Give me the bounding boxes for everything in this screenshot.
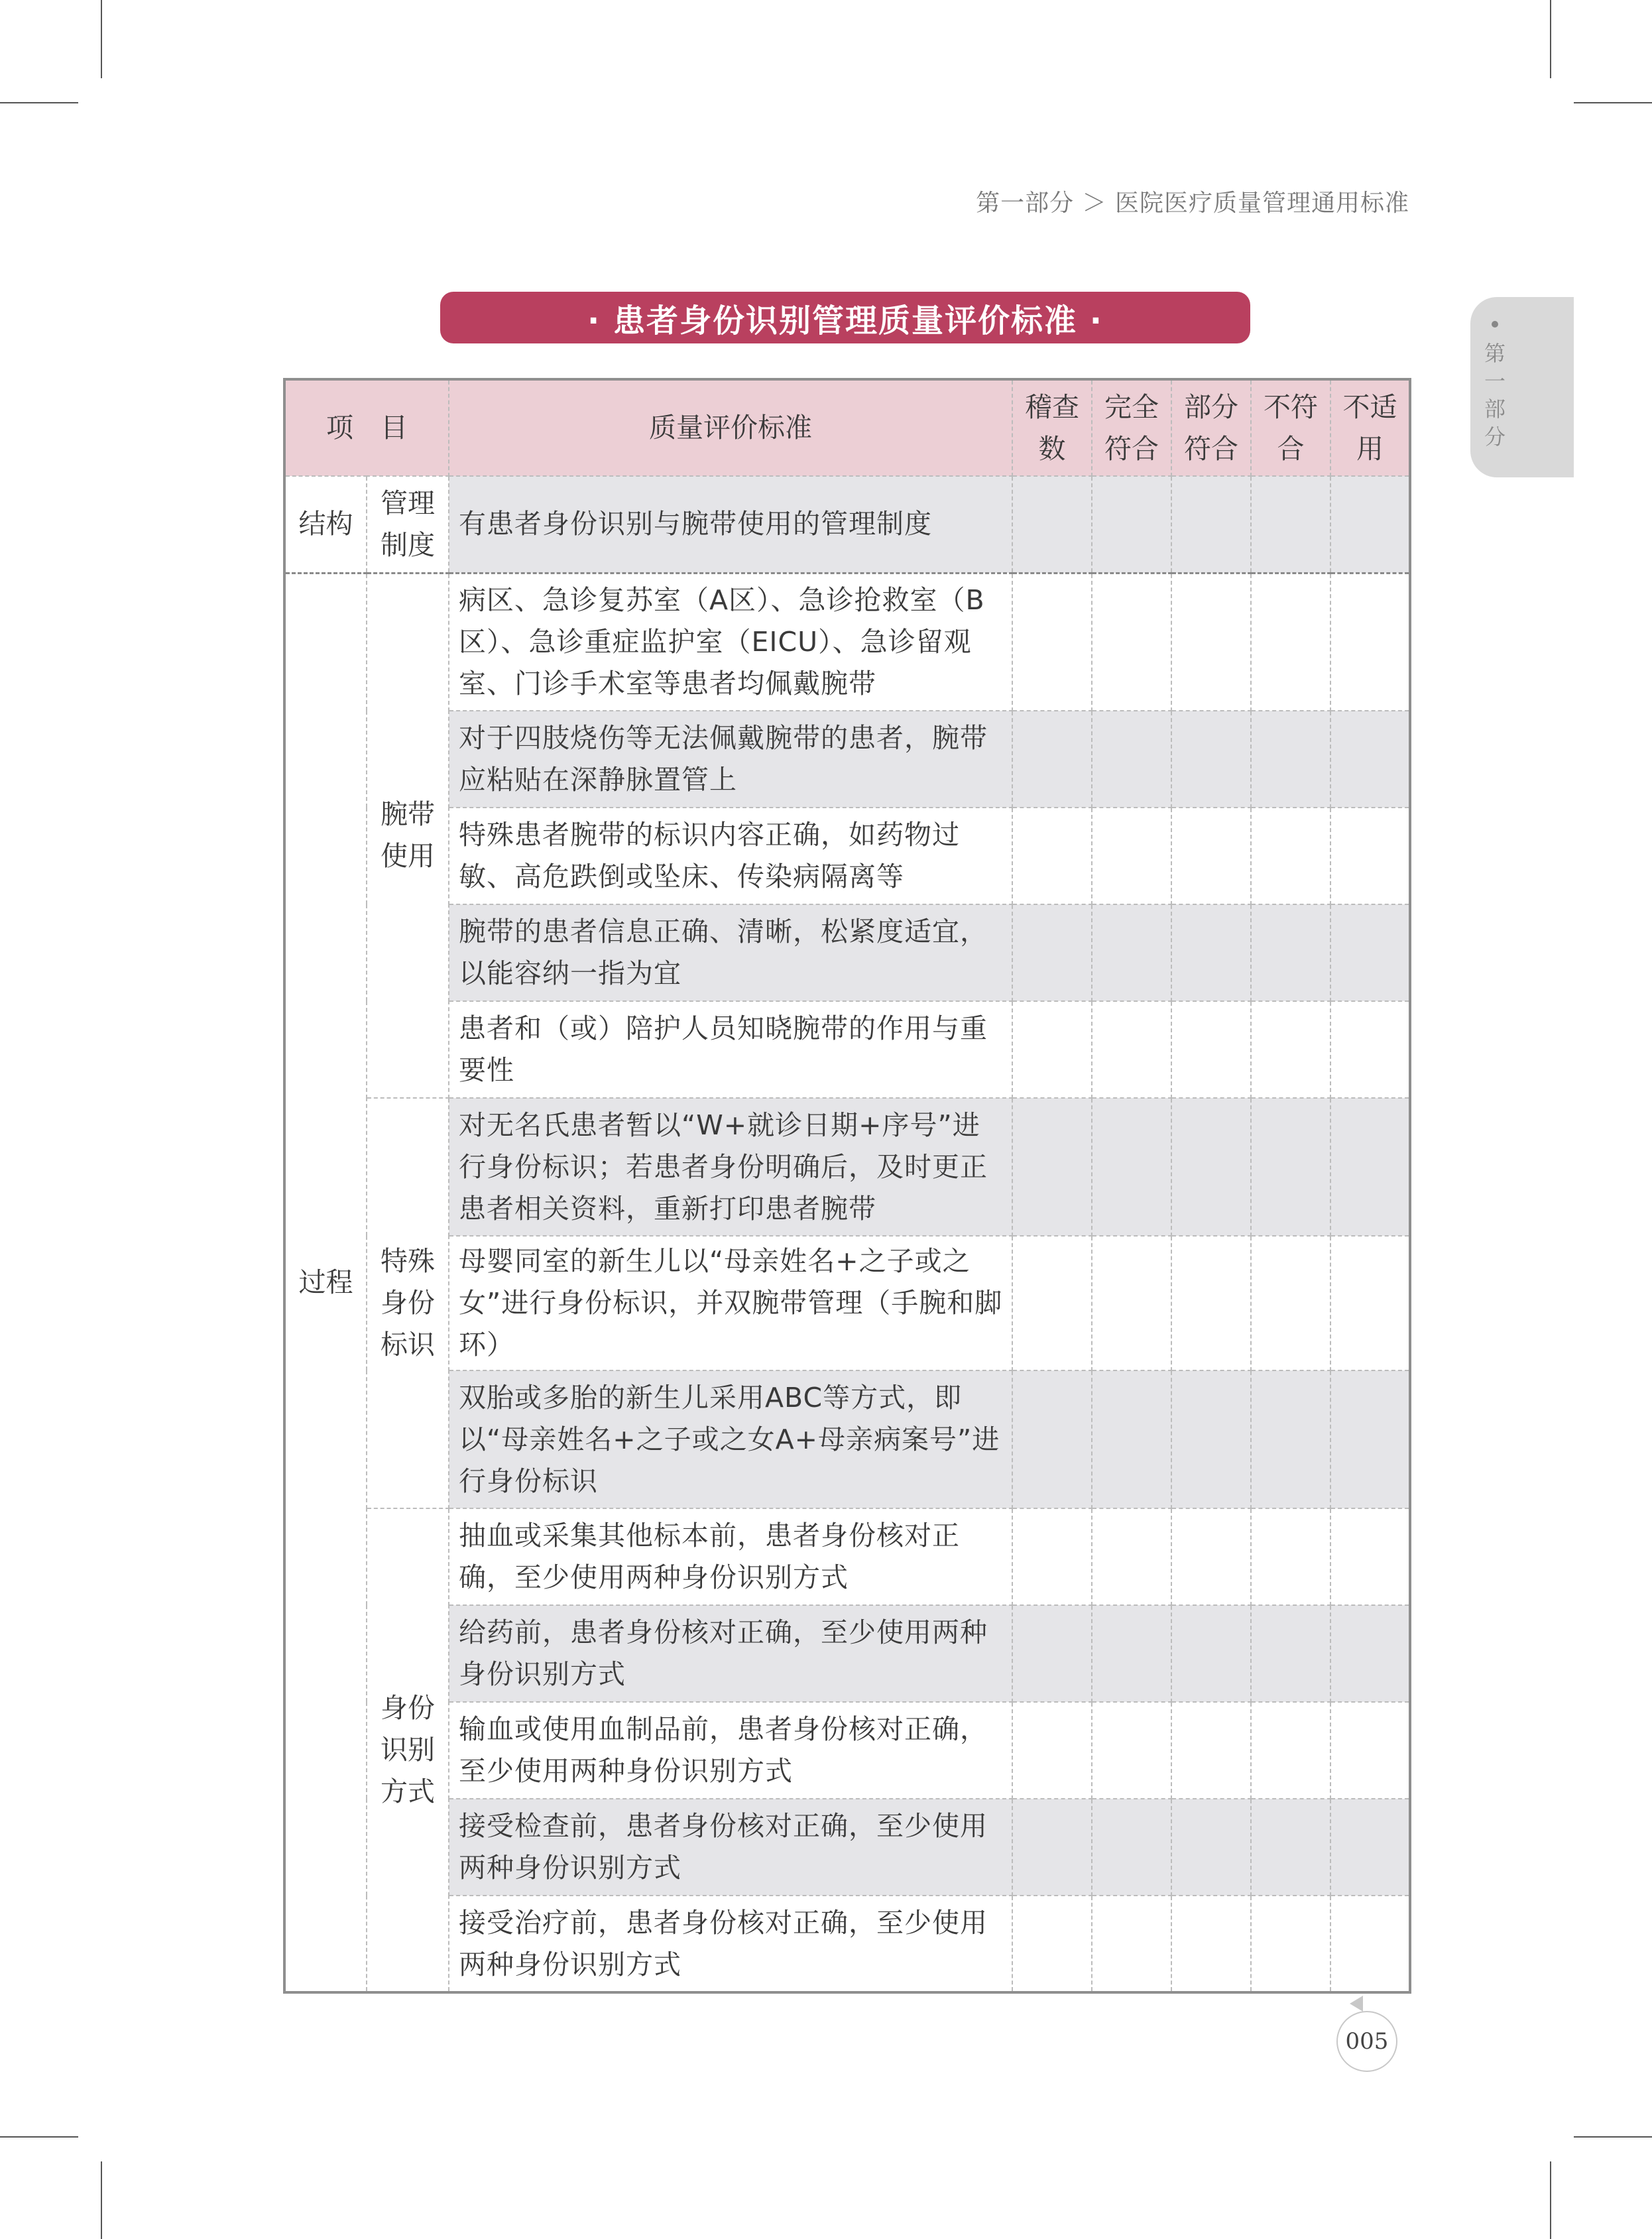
not-applicable-cell[interactable]	[1330, 808, 1410, 904]
partial-comply-cell[interactable]	[1171, 573, 1251, 711]
check-count-cell[interactable]	[1012, 1098, 1092, 1236]
table-row	[284, 1098, 1410, 1236]
full-comply-cell[interactable]	[1092, 1098, 1171, 1236]
not-applicable-cell[interactable]	[1330, 1605, 1410, 1702]
evaluation-table	[283, 378, 1411, 1994]
crop-mark	[101, 2161, 102, 2239]
not-comply-cell[interactable]	[1251, 1702, 1330, 1799]
subcategory-identification-method: 身份识别方式	[367, 1508, 449, 1992]
table-row	[284, 1236, 1410, 1370]
not-comply-cell[interactable]	[1251, 711, 1330, 808]
partial-comply-cell[interactable]	[1171, 1605, 1251, 1702]
not-applicable-cell[interactable]	[1330, 1236, 1410, 1370]
full-comply-cell[interactable]	[1092, 711, 1171, 808]
not-comply-cell[interactable]	[1251, 1001, 1330, 1098]
header-full-comply: 完全符合	[1092, 379, 1171, 476]
criteria-cell: 对无名氏患者暂以“W+就诊日期+序号”进行身份标识；若患者身份明确后，及时更正患者相关资料，重新打印患者腕带	[449, 1098, 1012, 1236]
not-comply-cell[interactable]	[1251, 904, 1330, 1001]
partial-comply-cell[interactable]	[1171, 1001, 1251, 1098]
crop-mark	[1550, 0, 1551, 78]
not-applicable-cell[interactable]	[1330, 1098, 1410, 1236]
partial-comply-cell[interactable]	[1171, 1702, 1251, 1799]
not-comply-cell[interactable]	[1251, 1896, 1330, 1992]
table-row	[284, 1799, 1410, 1896]
partial-comply-cell[interactable]	[1171, 476, 1251, 573]
table-row	[284, 1001, 1410, 1098]
full-comply-cell[interactable]	[1092, 1799, 1171, 1896]
criteria-cell: 接受检查前，患者身份核对正确，至少使用两种身份识别方式	[449, 1799, 1012, 1896]
not-applicable-cell[interactable]	[1330, 1702, 1410, 1799]
partial-comply-cell[interactable]	[1171, 1370, 1251, 1508]
full-comply-cell[interactable]	[1092, 1508, 1171, 1605]
crop-mark	[1574, 102, 1652, 103]
table-row	[284, 476, 1410, 573]
not-comply-cell[interactable]	[1251, 1370, 1330, 1508]
check-count-cell[interactable]	[1012, 808, 1092, 904]
not-applicable-cell[interactable]	[1330, 573, 1410, 711]
table-row	[284, 1702, 1410, 1799]
criteria-cell: 母婴同室的新生儿以“母亲姓名+之子或之女”进行身份标识，并双腕带管理（手腕和脚环）	[449, 1236, 1012, 1370]
check-count-cell[interactable]	[1012, 1799, 1092, 1896]
not-comply-cell[interactable]	[1251, 1508, 1330, 1605]
not-applicable-cell[interactable]	[1330, 1508, 1410, 1605]
criteria-cell: 患者和（或）陪护人员知晓腕带的作用与重要性	[449, 1001, 1012, 1098]
check-count-cell[interactable]	[1012, 904, 1092, 1001]
criteria-cell: 特殊患者腕带的标识内容正确，如药物过敏、高危跌倒或坠床、传染病隔离等	[449, 808, 1012, 904]
check-count-cell[interactable]	[1012, 1702, 1092, 1799]
header-not-applicable: 不适用	[1330, 379, 1410, 476]
not-comply-cell[interactable]	[1251, 808, 1330, 904]
page-number: 005	[1336, 2011, 1397, 2072]
table-row	[284, 1605, 1410, 1702]
header-not-comply: 不符合	[1251, 379, 1330, 476]
not-applicable-cell[interactable]	[1330, 476, 1410, 573]
check-count-cell[interactable]	[1012, 1001, 1092, 1098]
table-row	[284, 1370, 1410, 1508]
not-applicable-cell[interactable]	[1330, 711, 1410, 808]
not-comply-cell[interactable]	[1251, 1098, 1330, 1236]
criteria-cell: 腕带的患者信息正确、清晰，松紧度适宜，以能容纳一指为宜	[449, 904, 1012, 1001]
table-row	[284, 1896, 1410, 1992]
crop-mark	[1550, 2161, 1551, 2239]
check-count-cell[interactable]	[1012, 711, 1092, 808]
not-applicable-cell[interactable]	[1330, 1370, 1410, 1508]
subcategory-management-system: 管理制度	[367, 476, 449, 573]
partial-comply-cell[interactable]	[1171, 904, 1251, 1001]
not-comply-cell[interactable]	[1251, 1799, 1330, 1896]
header-project: 项 目	[284, 379, 449, 476]
side-tab-label: 第一部分	[1484, 341, 1505, 450]
full-comply-cell[interactable]	[1092, 573, 1171, 711]
category-structure: 结构	[284, 476, 367, 573]
subcategory-special-identification: 特殊身份标识	[367, 1098, 449, 1508]
not-applicable-cell[interactable]	[1330, 1896, 1410, 1992]
table-row	[284, 808, 1410, 904]
header-row	[284, 379, 1410, 476]
criteria-cell: 有患者身份识别与腕带使用的管理制度	[449, 476, 1012, 573]
criteria-cell: 接受治疗前，患者身份核对正确，至少使用两种身份识别方式	[449, 1896, 1012, 1992]
not-applicable-cell[interactable]	[1330, 1001, 1410, 1098]
partial-comply-cell[interactable]	[1171, 1236, 1251, 1370]
partial-comply-cell[interactable]	[1171, 1098, 1251, 1236]
crop-mark	[1574, 2136, 1652, 2138]
full-comply-cell[interactable]	[1092, 904, 1171, 1001]
criteria-cell: 病区、急诊复苏室（A区）、急诊抢救室（B区）、急诊重症监护室（EICU）、急诊留观室、门诊手术室等患者均佩戴腕带	[449, 573, 1012, 711]
criteria-cell: 抽血或采集其他标本前，患者身份核对正确，至少使用两种身份识别方式	[449, 1508, 1012, 1605]
full-comply-cell[interactable]	[1092, 1605, 1171, 1702]
full-comply-cell[interactable]	[1092, 476, 1171, 573]
header-criteria: 质量评价标准	[449, 379, 1012, 476]
not-comply-cell[interactable]	[1251, 476, 1330, 573]
criteria-cell: 对于四肢烧伤等无法佩戴腕带的患者，腕带应粘贴在深静脉置管上	[449, 711, 1012, 808]
partial-comply-cell[interactable]	[1171, 1799, 1251, 1896]
table-row	[284, 904, 1410, 1001]
full-comply-cell[interactable]	[1092, 1370, 1171, 1508]
partial-comply-cell[interactable]	[1171, 1896, 1251, 1992]
partial-comply-cell[interactable]	[1171, 808, 1251, 904]
partial-comply-cell[interactable]	[1171, 1508, 1251, 1605]
criteria-cell: 输血或使用血制品前，患者身份核对正确，至少使用两种身份识别方式	[449, 1702, 1012, 1799]
page-title: · 患者身份识别管理质量评价标准 ·	[440, 292, 1250, 343]
check-count-cell[interactable]	[1012, 476, 1092, 573]
running-header: 第一部分 ＞ 医院医疗质量管理通用标准	[976, 190, 1409, 217]
check-count-cell[interactable]	[1012, 1605, 1092, 1702]
not-comply-cell[interactable]	[1251, 1605, 1330, 1702]
header-partial-comply: 部分符合	[1171, 379, 1251, 476]
crop-mark	[0, 102, 78, 103]
not-applicable-cell[interactable]	[1330, 1799, 1410, 1896]
partial-comply-cell[interactable]	[1171, 711, 1251, 808]
check-count-cell[interactable]	[1012, 1508, 1092, 1605]
not-comply-cell[interactable]	[1251, 1236, 1330, 1370]
table-row	[284, 1508, 1410, 1605]
header-check-count: 稽查数	[1012, 379, 1092, 476]
full-comply-cell[interactable]	[1092, 1702, 1171, 1799]
subcategory-wristband-use: 腕带使用	[367, 573, 449, 1098]
full-comply-cell[interactable]	[1092, 1236, 1171, 1370]
bullet-icon	[1492, 321, 1498, 328]
crop-mark	[101, 0, 102, 78]
not-comply-cell[interactable]	[1251, 573, 1330, 711]
criteria-cell: 双胎或多胎的新生儿采用ABC等方式，即以“母亲姓名+之子或之女A+母亲病案号”进行身份标识	[449, 1370, 1012, 1508]
not-applicable-cell[interactable]	[1330, 904, 1410, 1001]
check-count-cell[interactable]	[1012, 573, 1092, 711]
full-comply-cell[interactable]	[1092, 1001, 1171, 1098]
check-count-cell[interactable]	[1012, 1370, 1092, 1508]
full-comply-cell[interactable]	[1092, 808, 1171, 904]
criteria-cell: 给药前，患者身份核对正确，至少使用两种身份识别方式	[449, 1605, 1012, 1702]
table-row	[284, 573, 1410, 711]
table-row	[284, 711, 1410, 808]
check-count-cell[interactable]	[1012, 1236, 1092, 1370]
category-process: 过程	[284, 573, 367, 1992]
crop-mark	[0, 2136, 78, 2138]
check-count-cell[interactable]	[1012, 1896, 1092, 1992]
page-arrow-icon	[1350, 1996, 1363, 2012]
full-comply-cell[interactable]	[1092, 1896, 1171, 1992]
